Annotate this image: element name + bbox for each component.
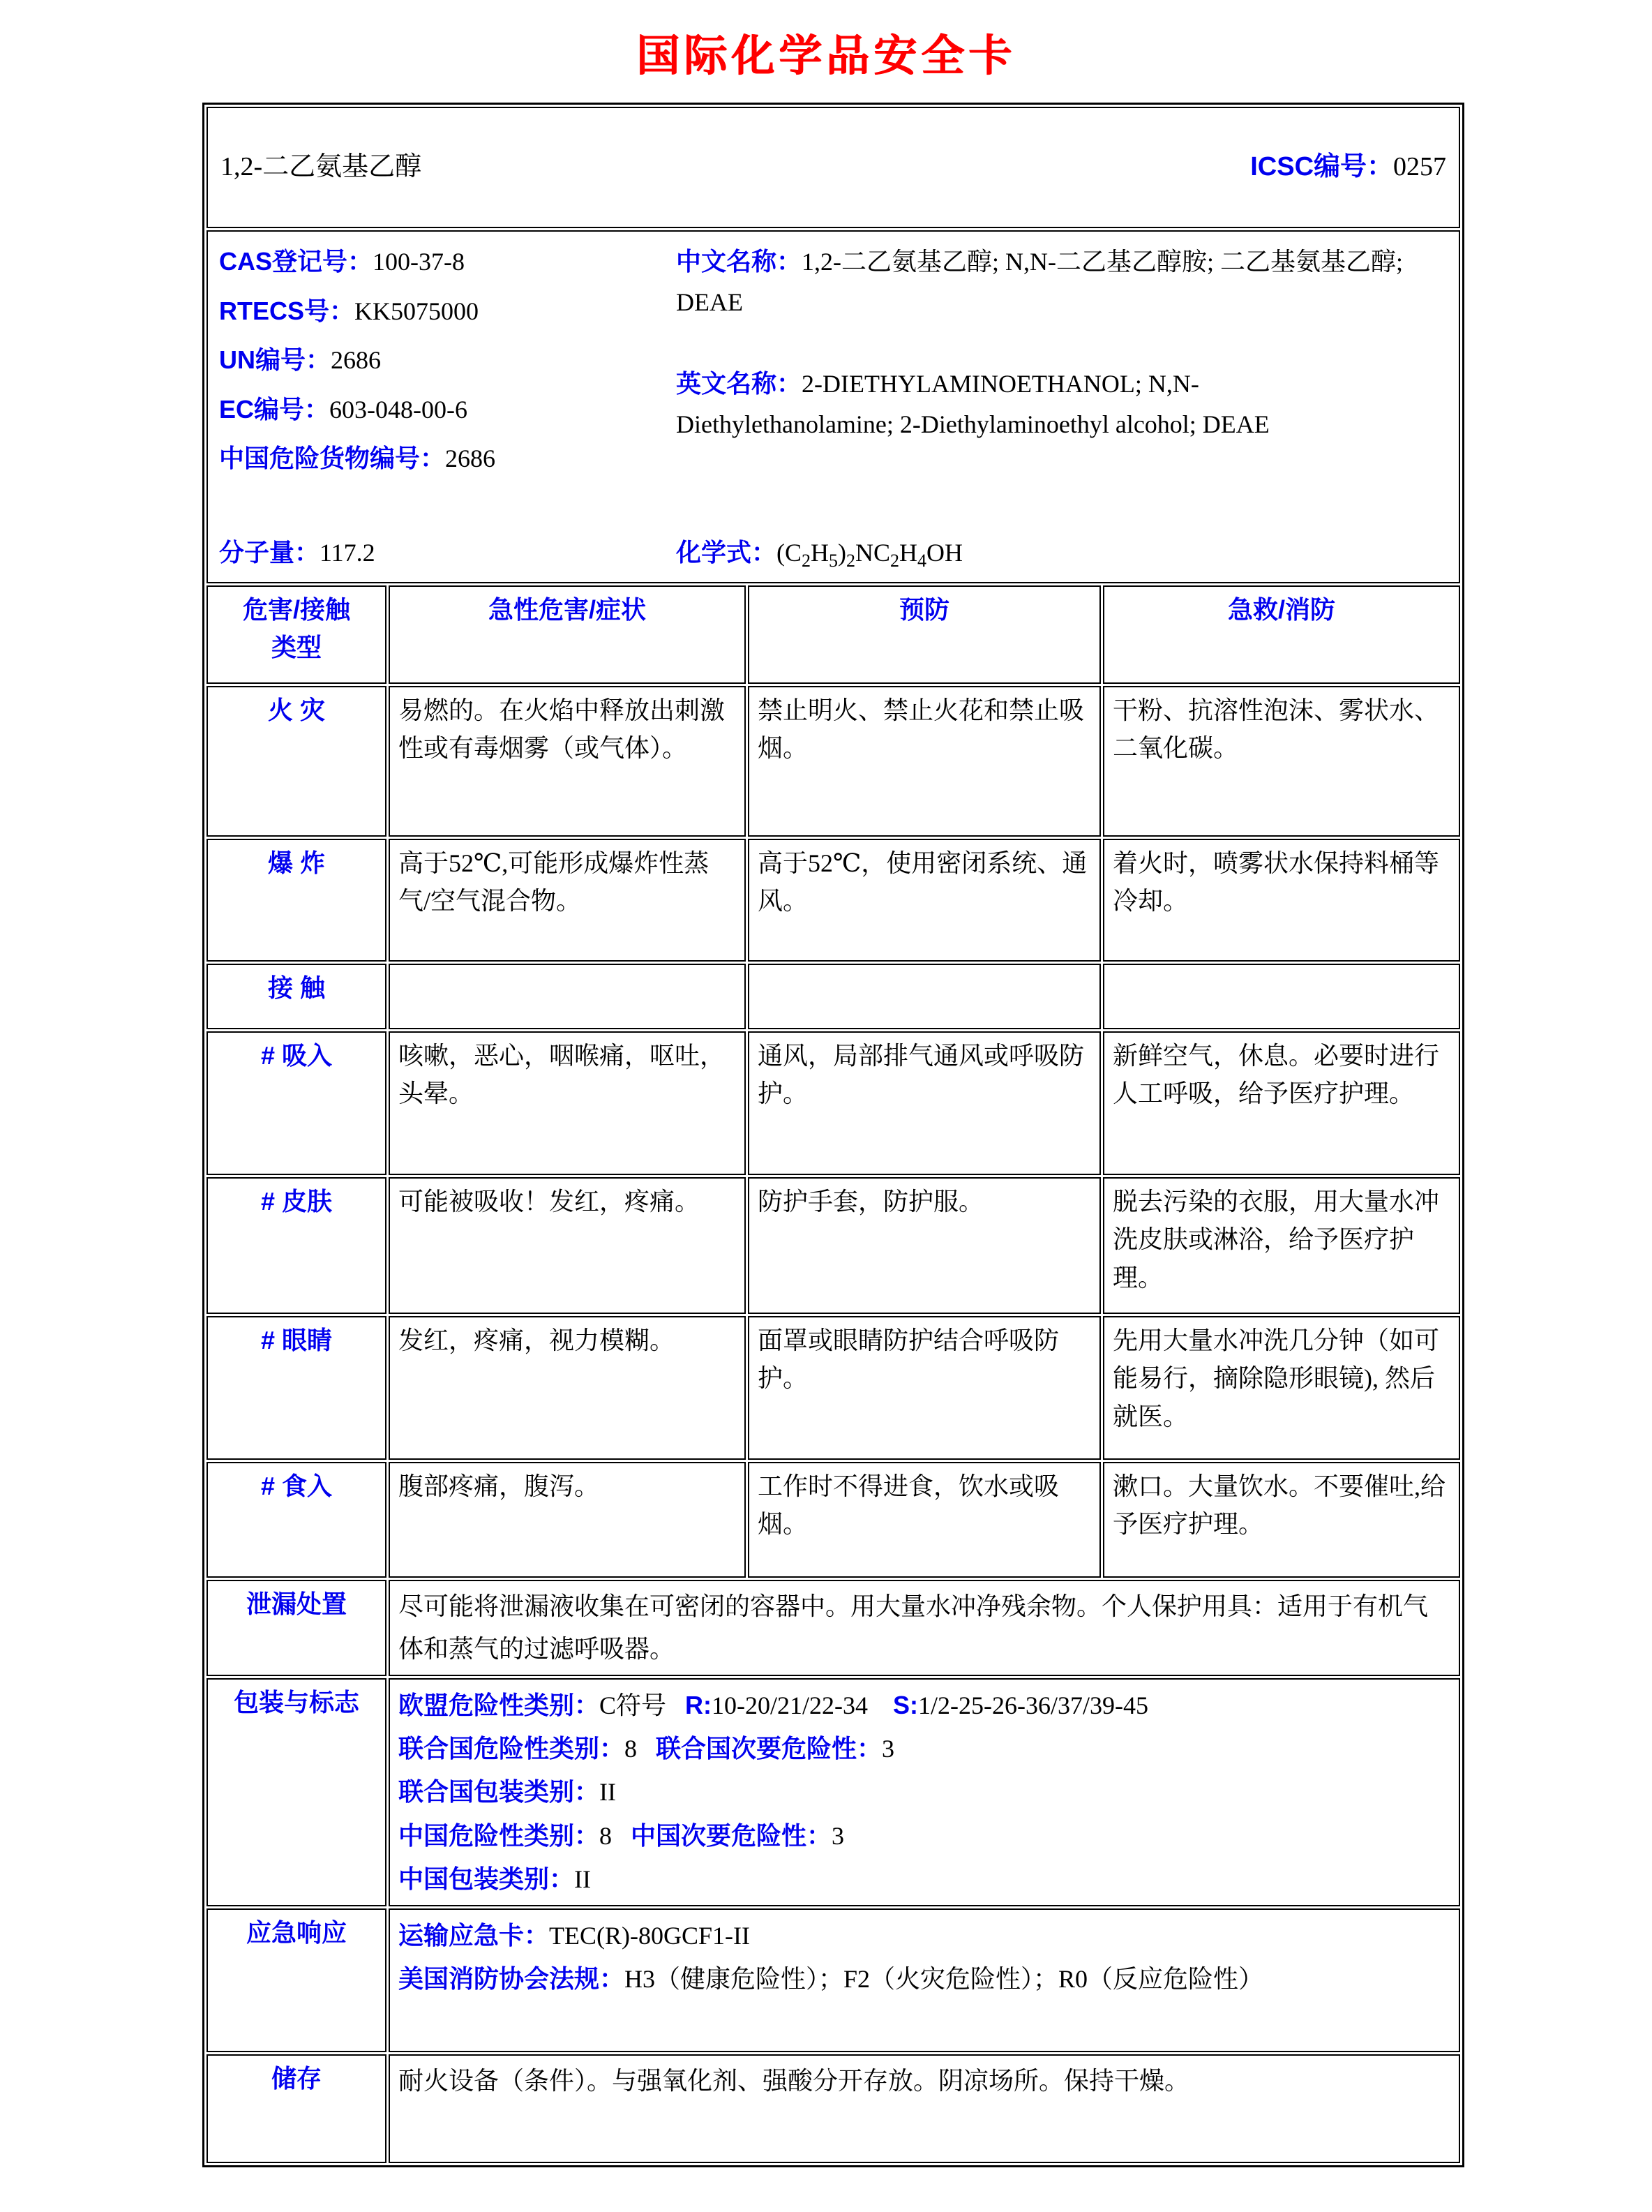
molecular-weight-label: 分子量： [219,537,320,567]
molecular-row [219,534,1448,572]
symptoms-cell: 咳嗽，恶心，咽喉痛，呕吐，头晕。 [389,1031,746,1175]
prevention-cell: 防护手套，防护服。 [748,1177,1101,1314]
section-line [398,1727,1450,1770]
symptoms-cell: 可能被吸收！发红，疼痛。 [389,1177,746,1314]
name-cell [206,107,1460,228]
firstaid-cell: 先用大量水冲洗几分钟（如可能易行，摘除隐形眼镜), 然后就医。 [1103,1316,1460,1460]
hazard-row-label: # 眼睛 [206,1316,386,1460]
page-title: 国际化学品安全卡 [636,32,1016,80]
firstaid-cell: 漱口。大量饮水。不要催吐,给予医疗护理。 [1103,1462,1460,1578]
hazard-row-skin [206,1177,1460,1314]
section-content-leak [389,1580,1460,1676]
section-line [398,1585,1450,1671]
hazard-row-eyes [206,1316,1460,1460]
hazard-row-label: 爆 炸 [206,839,386,962]
section-field-label: 联合国次要危险性： [656,1734,883,1763]
hazard-header-firstaid: 急救/消防 [1103,585,1460,684]
symptoms-cell: 易燃的。在火焰中释放出刺激性或有毒烟雾（或气体）。 [389,686,746,837]
identifier-line [219,389,669,431]
section-field-value: 3 [832,1821,845,1850]
icsc-card-table [202,103,1464,2167]
identity-cell [206,230,1460,583]
hazard-row-explosion [206,839,1460,962]
spacer [676,323,1448,364]
identifier-list [219,241,669,488]
formula-subscript: 2 [846,551,856,571]
section-content-emergency [389,1908,1460,2052]
section-field-value: 尽可能将泄漏液收集在可密闭的容器中。用大量水冲净残余物。个人保护用具：适用于有机气体和蒸气的过滤呼吸器。 [398,1592,1429,1663]
section-line [398,1814,1450,1858]
section-row-packaging [206,1678,1460,1906]
identifier-label: CAS登记号： [219,247,373,276]
section-field-label: 联合国包装类别： [398,1777,600,1807]
molecular-weight [219,534,669,572]
formula-subscript: 5 [829,551,839,571]
chemical-formula-label: 化学式： [676,537,777,567]
identifier-label: EC编号： [219,394,330,424]
section-field-value: 3 [882,1735,895,1763]
hazard-row-contact [206,964,1460,1029]
chinese-name-value: 1,2-二乙氨基乙醇; N,N-二乙基乙醇胺; 二乙基氨基乙醇; DEAE [676,248,1403,317]
chinese-name [676,241,1416,323]
hazard-header-type-line2: 类型 [271,633,322,662]
section-field-value: TEC(R)-80GCF1-II [549,1922,750,1950]
section-content-packaging [389,1678,1460,1906]
prevention-cell: 工作时不得进食，饮水或吸烟。 [748,1462,1101,1578]
hazard-row-inhalation [206,1031,1460,1175]
symptoms-cell: 腹部疼痛，腹泻。 [389,1462,746,1578]
identifier-label: 中国危险货物编号： [219,444,446,473]
chinese-name-label: 中文名称： [676,247,802,276]
formula-text: H [811,538,829,567]
section-line [398,1684,1450,1727]
identifier-value: KK5075000 [354,297,479,325]
identifier-value: 100-37-8 [373,248,465,276]
prevention-cell: 通风，局部排气通风或呼吸防护。 [748,1031,1101,1175]
hazard-rows [206,686,1460,1578]
section-field-value: C符号 [599,1691,686,1720]
name-list [676,241,1448,488]
identifier-value: 2686 [331,346,381,375]
firstaid-cell: 脱去污染的衣服，用大量水冲洗皮肤或淋浴，给予医疗护理。 [1103,1177,1460,1314]
identifier-line [219,291,669,332]
hazard-header-type [206,585,386,684]
identifier-value: 603-048-00-6 [329,395,467,424]
section-line [398,2060,1450,2102]
prevention-cell: 禁止明火、禁止火花和禁止吸烟。 [748,686,1101,837]
hazard-header-symptoms: 急性危害/症状 [389,585,746,684]
section-field-label: 欧盟危险性类别： [398,1691,600,1720]
english-name-label: 英文名称： [676,368,802,398]
hazard-row-label: 接 触 [206,964,386,1029]
hazard-row-label: 火 灾 [206,686,386,837]
section-label: 泄漏处置 [206,1580,386,1676]
identifier-line [219,438,669,479]
hazard-row-fire [206,686,1460,837]
chemical-formula-value [776,538,963,571]
section-field-value: 耐火设备（条件）。与强氧化剂、强酸分开存放。阴凉场所。保持干燥。 [398,2067,1190,2095]
section-field-value: 10-20/21/22-34 [712,1691,894,1720]
formula-text: ) [838,538,847,567]
section-row-storage [206,2054,1460,2163]
chemical-name: 1,2-二乙氨基乙醇 [220,152,422,182]
section-field-label: R: [685,1691,712,1720]
section-row-leak [206,1580,1460,1676]
formula-text: H [899,538,918,567]
formula-subscript: 2 [802,551,811,571]
section-row-emergency [206,1908,1460,2052]
section-line [398,1858,1450,1901]
section-field-label: 中国次要危险性： [631,1821,832,1850]
section-label: 储存 [206,2054,386,2163]
hazard-header-row [206,585,1460,684]
hazard-header-type-line1: 危害/接触 [242,595,350,624]
section-field-label: 运输应急卡： [398,1921,550,1950]
section-line [398,1770,1450,1814]
formula-text: OH [926,538,963,567]
section-field-label: S: [893,1691,919,1720]
firstaid-cell [1103,964,1460,1029]
section-field-value: 8 [599,1821,631,1850]
section-content-storage [389,2054,1460,2163]
prevention-cell: 面罩或眼睛防护结合呼吸防护。 [748,1316,1101,1460]
section-field-value: 8 [624,1735,656,1763]
section-field-label: 中国危险性类别： [398,1821,600,1850]
section-field-value: 1/2-25-26-36/37/39-45 [918,1691,1148,1720]
formula-subscript: 2 [890,551,900,571]
section-label: 包装与标志 [206,1678,386,1906]
name-row [206,107,1460,228]
english-name [676,364,1304,445]
section-field-label: 中国包装类别： [398,1864,575,1893]
icsc-number [1250,147,1446,188]
identifier-label: RTECS号： [219,296,355,325]
identifier-line [219,241,669,283]
formula-text: (C [776,538,802,567]
hazard-header-prevention: 预防 [748,585,1101,684]
molecular-weight-value: 117.2 [320,538,375,567]
identifier-label: UN编号： [219,345,331,375]
hazard-row-label: # 吸入 [206,1031,386,1175]
section-field-value: II [599,1778,616,1807]
symptoms-cell [389,964,746,1029]
formula-text: NC [855,538,891,567]
hazard-row-label: # 食入 [206,1462,386,1578]
section-field-value: II [574,1864,591,1893]
section-field-label: 联合国危险性类别： [398,1734,625,1763]
icsc-label: ICSC编号： [1250,152,1394,182]
hazard-row-ingestion [206,1462,1460,1578]
identifier-line [219,340,669,381]
formula-subscript: 4 [917,551,927,571]
section-line [398,1914,1450,1957]
prevention-cell [748,964,1101,1029]
hazard-row-label: # 皮肤 [206,1177,386,1314]
prevention-cell: 高于52℃，使用密闭系统、通风。 [748,839,1101,962]
symptoms-cell: 高于52℃,可能形成爆炸性蒸气/空气混合物。 [389,839,746,962]
identity-row [206,230,1460,583]
icsc-value: 0257 [1393,152,1447,182]
identifier-value: 2686 [445,444,496,473]
section-field-value: H3（健康危险性）；F2（火灾危险性）；R0（反应危险性） [624,1965,1264,1994]
firstaid-cell: 新鲜空气，休息。必要时进行人工呼吸，给予医疗护理。 [1103,1031,1460,1175]
english-name-value: 2-DIETHYLAMINOETHANOL; N,N-Diethylethanolamine; 2-Diethylaminoethyl alcohol; DEAE [676,369,1270,438]
section-line [398,1957,1450,2001]
firstaid-cell: 着火时，喷雾状水保持料桶等冷却。 [1103,839,1460,962]
firstaid-cell: 干粉、抗溶性泡沫、雾状水、二氧化碳。 [1103,686,1460,837]
section-label: 应急响应 [206,1908,386,2052]
symptoms-cell: 发红，疼痛，视力模糊。 [389,1316,746,1460]
section-field-label: 美国消防协会法规： [398,1964,625,1994]
chemical-formula [676,534,1448,572]
